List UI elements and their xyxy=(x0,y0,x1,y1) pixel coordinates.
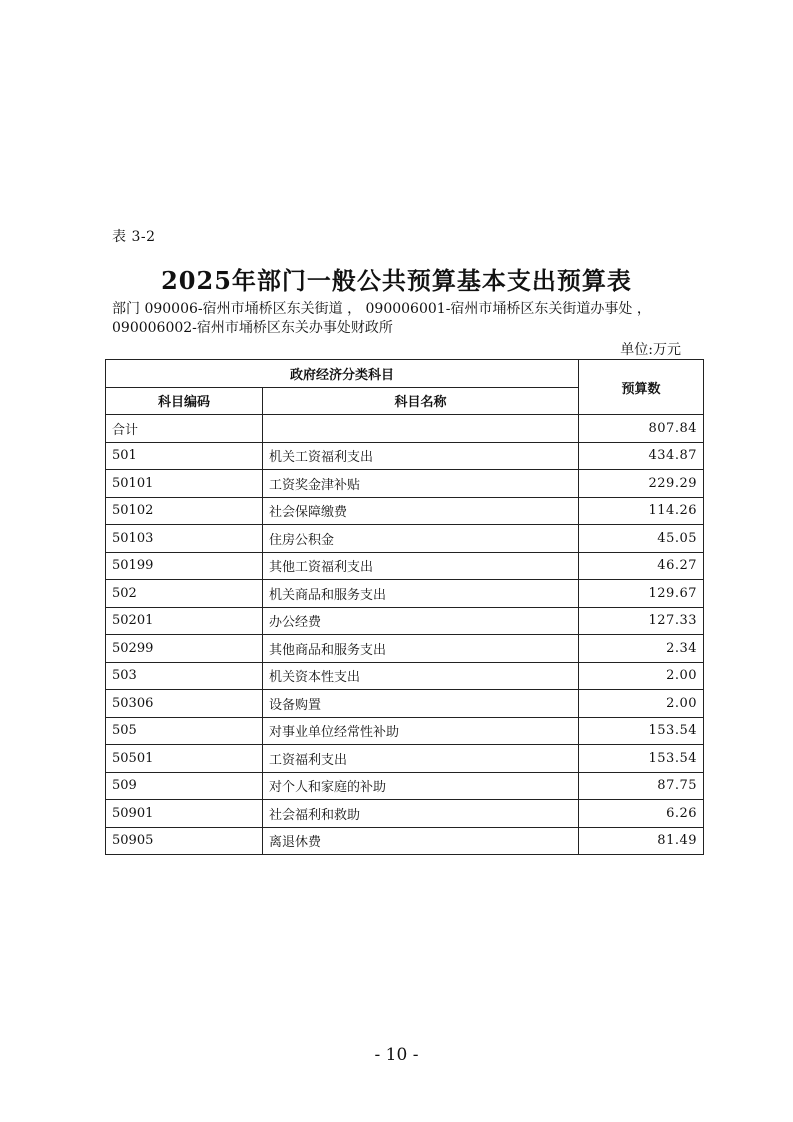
cell-amount: 2.34 xyxy=(579,635,704,663)
cell-name: 离退休费 xyxy=(263,827,579,855)
cell-name: 机关资本性支出 xyxy=(263,662,579,690)
department-info xyxy=(112,300,702,338)
column-header-code: 科目编码 xyxy=(106,387,263,415)
cell-name: 其他工资福利支出 xyxy=(263,552,579,580)
cell-code: 50299 xyxy=(106,635,263,663)
cell-amount: 81.49 xyxy=(579,827,704,855)
cell-name: 其他商品和服务支出 xyxy=(263,635,579,663)
cell-code: 505 xyxy=(106,717,263,745)
cell-amount: 87.75 xyxy=(579,772,704,800)
cell-code: 50101 xyxy=(106,470,263,498)
table-row xyxy=(106,662,704,690)
table-row xyxy=(106,525,704,553)
header-row-group xyxy=(106,360,704,388)
cell-code: 50103 xyxy=(106,525,263,553)
table-row xyxy=(106,635,704,663)
department-line-1: 部门 090006-宿州市埇桥区东关街道 ， 090006001-宿州市埇桥区东关街道办事处 ， xyxy=(112,301,651,317)
table-row xyxy=(106,442,704,470)
cell-amount: 229.29 xyxy=(579,470,704,498)
column-header-name: 科目名称 xyxy=(263,387,579,415)
department-line-2: 090006002-宿州市埇桥区东关办事处财政所 xyxy=(112,320,393,336)
cell-amount: 46.27 xyxy=(579,552,704,580)
cell-code: 50201 xyxy=(106,607,263,635)
cell-name: 机关商品和服务支出 xyxy=(263,580,579,608)
table-number-label: 表 3-2 xyxy=(112,229,156,245)
budget-table-body xyxy=(106,415,704,855)
table-row xyxy=(106,717,704,745)
table-row xyxy=(106,772,704,800)
cell-code: 50199 xyxy=(106,552,263,580)
cell-amount: 45.05 xyxy=(579,525,704,553)
cell-name: 对事业单位经常性补助 xyxy=(263,717,579,745)
cell-name xyxy=(263,415,579,443)
cell-amount: 153.54 xyxy=(579,745,704,773)
cell-amount: 127.33 xyxy=(579,607,704,635)
document-title: 2025年部门一般公共预算基本支出预算表 xyxy=(161,266,632,295)
cell-amount: 2.00 xyxy=(579,662,704,690)
cell-name: 工资奖金津补贴 xyxy=(263,470,579,498)
table-row xyxy=(106,690,704,718)
budget-table xyxy=(105,359,704,855)
cell-code: 502 xyxy=(106,580,263,608)
cell-code: 509 xyxy=(106,772,263,800)
cell-amount: 153.54 xyxy=(579,717,704,745)
cell-name: 社会福利和救助 xyxy=(263,800,579,828)
cell-name: 工资福利支出 xyxy=(263,745,579,773)
page-number: - 10 - xyxy=(374,1045,419,1065)
cell-code: 50501 xyxy=(106,745,263,773)
cell-code: 50901 xyxy=(106,800,263,828)
table-row xyxy=(106,607,704,635)
table-row xyxy=(106,415,704,443)
cell-amount: 807.84 xyxy=(579,415,704,443)
column-header-amount: 预算数 xyxy=(579,360,704,415)
table-row xyxy=(106,552,704,580)
table-row xyxy=(106,800,704,828)
table-row xyxy=(106,827,704,855)
group-header-economic-classification: 政府经济分类科目 xyxy=(106,360,579,388)
cell-code: 50306 xyxy=(106,690,263,718)
cell-name: 办公经费 xyxy=(263,607,579,635)
cell-name: 对个人和家庭的补助 xyxy=(263,772,579,800)
table-row xyxy=(106,745,704,773)
cell-code: 50905 xyxy=(106,827,263,855)
cell-amount: 114.26 xyxy=(579,497,704,525)
cell-amount: 129.67 xyxy=(579,580,704,608)
table-row xyxy=(106,497,704,525)
cell-amount: 6.26 xyxy=(579,800,704,828)
cell-code: 503 xyxy=(106,662,263,690)
cell-name: 住房公积金 xyxy=(263,525,579,553)
table-row xyxy=(106,470,704,498)
cell-code: 合计 xyxy=(106,415,263,443)
budget-table-header xyxy=(106,360,704,415)
cell-amount: 434.87 xyxy=(579,442,704,470)
cell-name: 社会保障缴费 xyxy=(263,497,579,525)
unit-label: 单位:万元 xyxy=(620,342,681,358)
table-row xyxy=(106,580,704,608)
cell-amount: 2.00 xyxy=(579,690,704,718)
cell-name: 机关工资福利支出 xyxy=(263,442,579,470)
cell-name: 设备购置 xyxy=(263,690,579,718)
cell-code: 501 xyxy=(106,442,263,470)
cell-code: 50102 xyxy=(106,497,263,525)
